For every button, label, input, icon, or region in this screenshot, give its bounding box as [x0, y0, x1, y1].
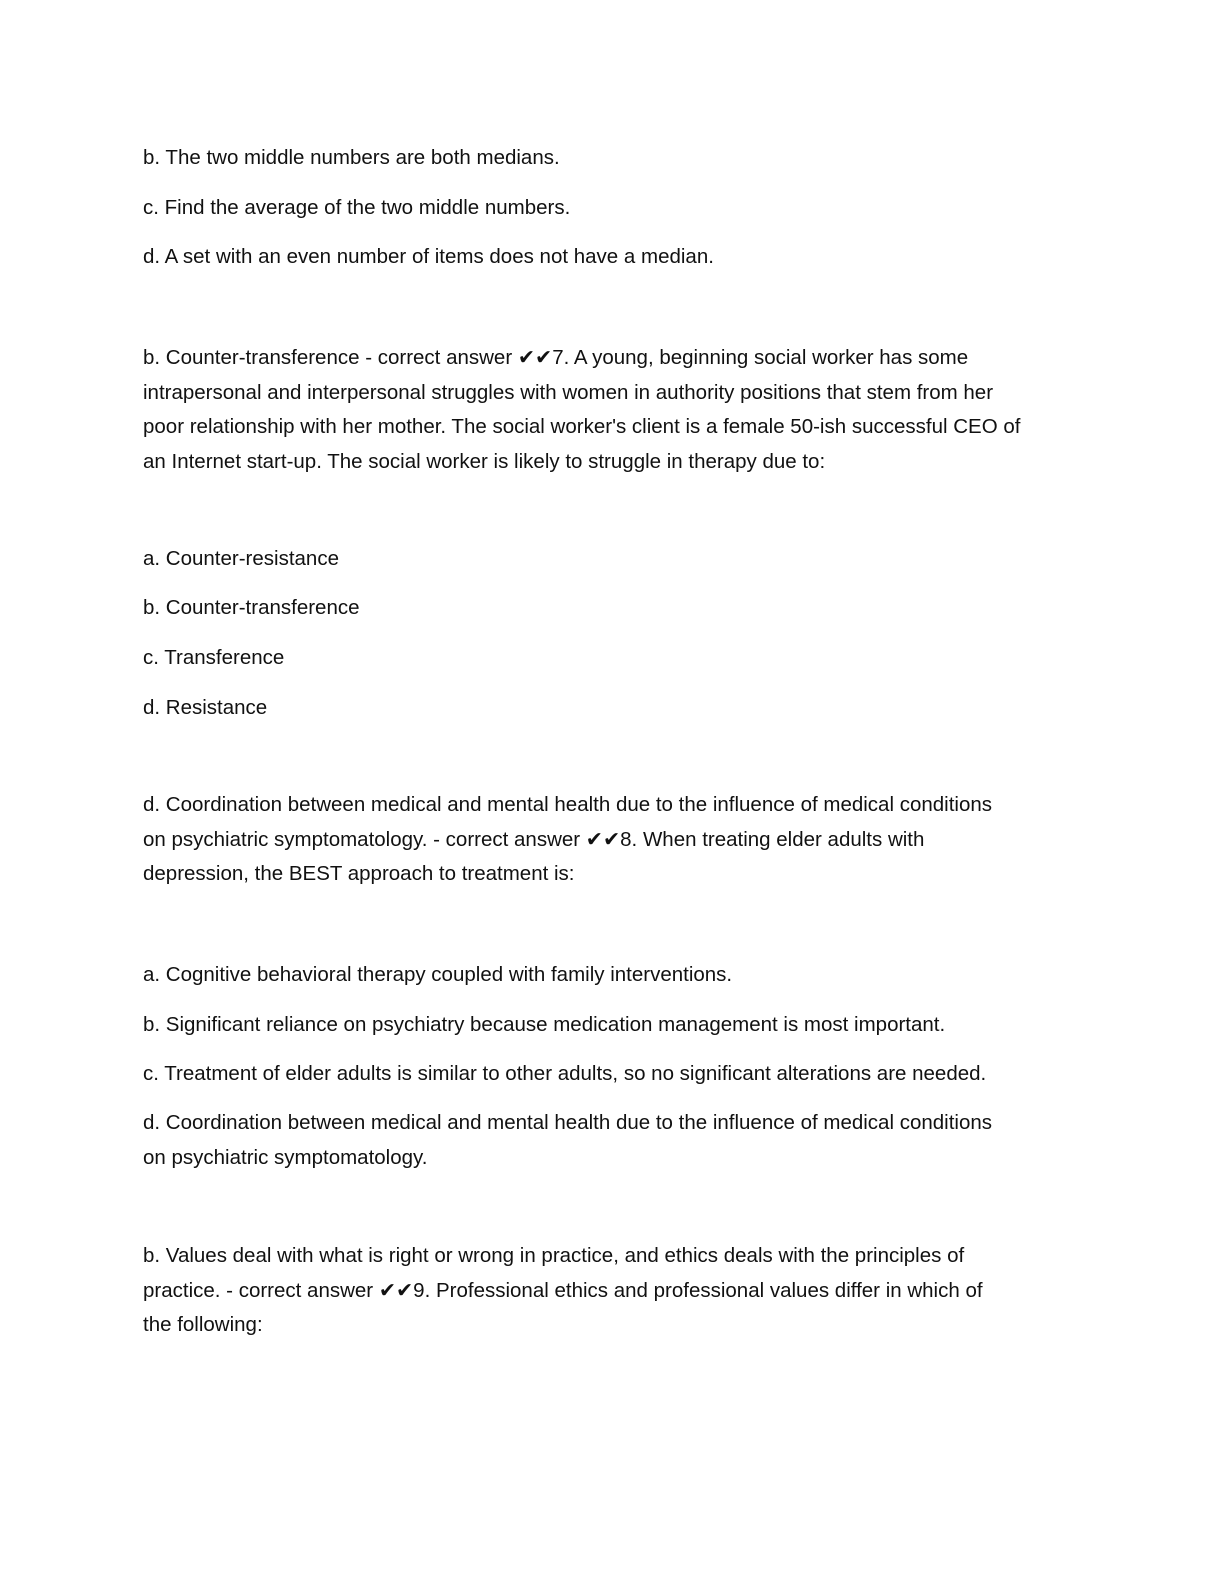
question-line: b. Values deal with what is right or wrong in practice, and ethics deals with the principles of: [143, 1244, 965, 1267]
option-line: b. Counter-transference: [143, 596, 360, 619]
question-line: practice. - correct answer ✔✔9. Professional ethics and professional values differ in which of: [143, 1278, 983, 1302]
question-line: depression, the BEST approach to treatment is:: [143, 862, 575, 885]
question-line: intrapersonal and interpersonal struggles with women in authority positions that stem from her: [143, 380, 994, 404]
option-line: d. Coordination between medical and mental health due to the influence of medical conditions: [143, 1111, 993, 1134]
option-line: b. Significant reliance on psychiatry because medication management is most important.: [143, 1013, 946, 1036]
option-paragraph: [143, 1106, 1083, 1175]
question-paragraph: [143, 341, 1083, 479]
option-line: on psychiatric symptomatology.: [143, 1145, 428, 1169]
option-line: c. Treatment of elder adults is similar to other adults, so no significant alterations are needed.: [143, 1062, 987, 1085]
question-line: poor relationship with her mother. The social worker's client is a female 50-ish successful CEO of: [143, 415, 1021, 438]
question-paragraph: [143, 788, 1083, 892]
question-line: on psychiatric symptomatology. - correct answer ✔✔8. When treating elder adults with: [143, 827, 925, 851]
option-line: d. A set with an even number of items does not have a median.: [143, 245, 714, 268]
option-line: d. Resistance: [143, 696, 268, 719]
question-line: the following:: [143, 1313, 263, 1336]
question-paragraph: [143, 1239, 1083, 1343]
option-line: a. Cognitive behavioral therapy coupled with family interventions.: [143, 963, 733, 986]
question-line: b. Counter-transference - correct answer ✔✔7. A young, beginning social worker has some: [143, 346, 969, 369]
question-line: an Internet start-up. The social worker is likely to struggle in therapy due to:: [143, 449, 826, 473]
option-line: a. Counter-resistance: [143, 547, 339, 570]
question-line: d. Coordination between medical and mental health due to the influence of medical conditions: [143, 793, 993, 816]
option-line: b. The two middle numbers are both medians.: [143, 146, 560, 169]
option-line: c. Find the average of the two middle numbers.: [143, 196, 571, 219]
option-line: c. Transference: [143, 646, 285, 669]
